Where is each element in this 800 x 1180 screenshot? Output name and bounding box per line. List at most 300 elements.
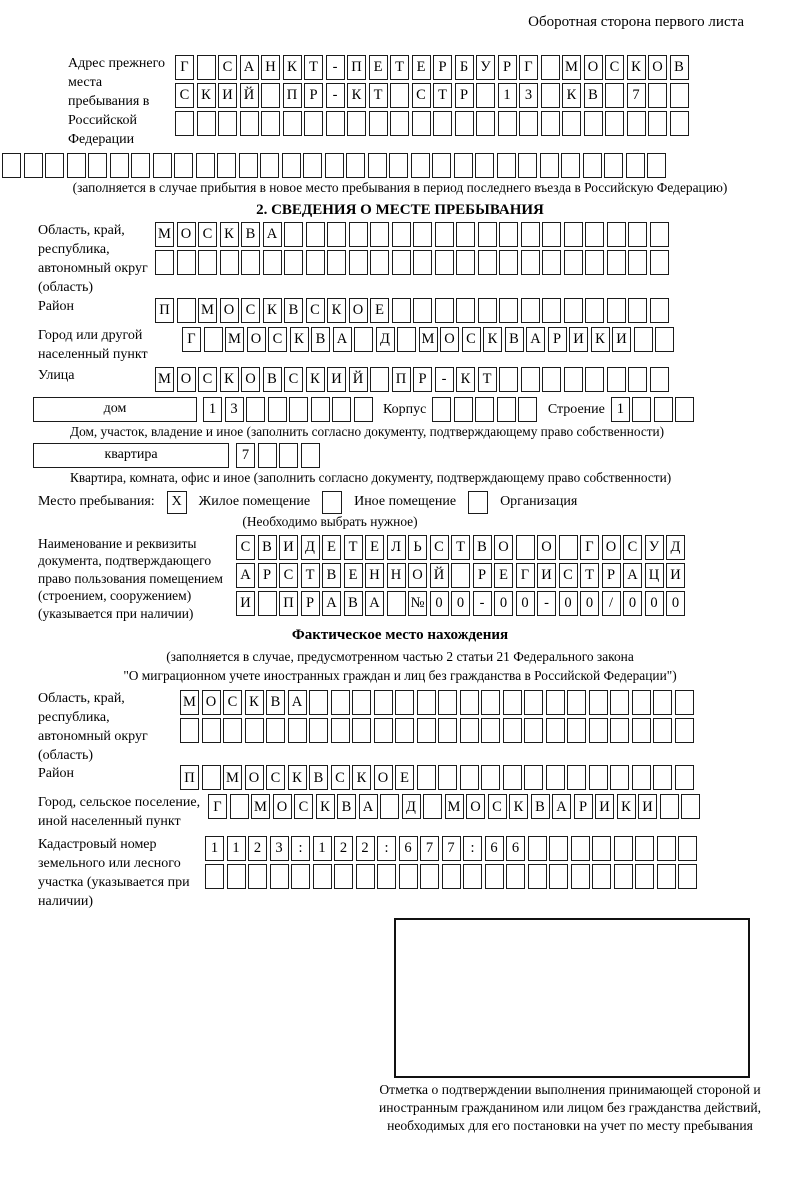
street-grid[interactable] (155, 367, 671, 392)
char-cell[interactable]: Ц (645, 563, 664, 588)
char-cell[interactable] (571, 836, 590, 861)
char-cell[interactable] (648, 83, 667, 108)
char-cell[interactable] (521, 250, 540, 275)
char-cell[interactable] (627, 111, 646, 136)
char-cell[interactable] (327, 250, 346, 275)
char-cell[interactable]: 2 (248, 836, 267, 861)
char-cell[interactable] (675, 690, 694, 715)
char-cell[interactable] (521, 367, 540, 392)
char-cell[interactable] (485, 864, 504, 889)
char-cell[interactable]: О (494, 535, 513, 560)
char-cell[interactable] (67, 153, 86, 178)
char-cell[interactable] (227, 864, 246, 889)
char-cell[interactable] (585, 250, 604, 275)
char-cell[interactable] (197, 111, 216, 136)
char-cell[interactable] (356, 864, 375, 889)
char-cell[interactable] (438, 765, 457, 790)
char-cell[interactable]: Е (395, 765, 414, 790)
char-cell[interactable]: А (240, 55, 259, 80)
char-cell[interactable]: 1 (313, 836, 332, 861)
char-cell[interactable]: К (306, 367, 325, 392)
char-cell[interactable]: В (258, 535, 277, 560)
char-cell[interactable] (610, 765, 629, 790)
char-cell[interactable]: 2 (334, 836, 353, 861)
char-cell[interactable]: С (198, 367, 217, 392)
char-cell[interactable]: С (412, 83, 431, 108)
char-cell[interactable]: П (155, 298, 174, 323)
char-cell[interactable] (540, 153, 559, 178)
char-cell[interactable] (542, 367, 561, 392)
char-cell[interactable] (246, 397, 265, 422)
char-cell[interactable] (239, 153, 258, 178)
char-cell[interactable]: Е (365, 535, 384, 560)
char-cell[interactable]: - (473, 591, 492, 616)
apartment-number-grid[interactable] (236, 443, 322, 468)
char-cell[interactable]: : (463, 836, 482, 861)
char-cell[interactable]: О (202, 690, 221, 715)
char-cell[interactable] (45, 153, 64, 178)
char-cell[interactable]: А (333, 327, 352, 352)
char-cell[interactable]: В (241, 222, 260, 247)
char-cell[interactable] (392, 250, 411, 275)
char-cell[interactable]: С (198, 222, 217, 247)
char-cell[interactable]: О (584, 55, 603, 80)
char-cell[interactable]: У (476, 55, 495, 80)
korpus-grid[interactable] (432, 397, 540, 422)
char-cell[interactable] (261, 111, 280, 136)
char-cell[interactable]: С (236, 535, 255, 560)
house-type-box[interactable]: дом (33, 397, 197, 422)
char-cell[interactable]: А (552, 794, 571, 819)
char-cell[interactable]: Й (240, 83, 259, 108)
char-cell[interactable] (433, 111, 452, 136)
char-cell[interactable] (282, 153, 301, 178)
char-cell[interactable]: К (509, 794, 528, 819)
house-number-grid[interactable] (203, 397, 375, 422)
char-cell[interactable] (592, 836, 611, 861)
char-cell[interactable] (301, 443, 320, 468)
char-cell[interactable]: 0 (623, 591, 642, 616)
char-cell[interactable]: Е (494, 563, 513, 588)
char-cell[interactable] (463, 864, 482, 889)
char-cell[interactable]: О (247, 327, 266, 352)
char-cell[interactable] (202, 765, 221, 790)
char-cell[interactable]: С (241, 298, 260, 323)
char-cell[interactable] (650, 250, 669, 275)
char-cell[interactable] (413, 298, 432, 323)
char-cell[interactable] (306, 250, 325, 275)
char-cell[interactable]: А (623, 563, 642, 588)
char-cell[interactable] (653, 765, 672, 790)
char-cell[interactable]: Р (455, 83, 474, 108)
char-cell[interactable]: К (483, 327, 502, 352)
char-cell[interactable] (283, 111, 302, 136)
char-cell[interactable] (413, 250, 432, 275)
char-cell[interactable]: О (245, 765, 264, 790)
char-cell[interactable]: К (245, 690, 264, 715)
stroenie-grid[interactable] (611, 397, 697, 422)
char-cell[interactable]: М (180, 690, 199, 715)
char-cell[interactable] (549, 836, 568, 861)
char-cell[interactable]: А (526, 327, 545, 352)
char-cell[interactable] (390, 83, 409, 108)
char-cell[interactable] (541, 111, 560, 136)
char-cell[interactable] (614, 864, 633, 889)
char-cell[interactable] (332, 397, 351, 422)
prev-address-grid-row-4[interactable] (2, 153, 800, 178)
char-cell[interactable] (291, 864, 310, 889)
char-cell[interactable] (503, 718, 522, 743)
char-cell[interactable] (499, 298, 518, 323)
char-cell[interactable]: С (605, 55, 624, 80)
char-cell[interactable] (660, 794, 679, 819)
char-cell[interactable]: 7 (236, 443, 255, 468)
char-cell[interactable]: - (326, 83, 345, 108)
char-cell[interactable] (413, 222, 432, 247)
char-cell[interactable]: К (352, 765, 371, 790)
char-cell[interactable]: И (595, 794, 614, 819)
char-cell[interactable]: С (623, 535, 642, 560)
char-cell[interactable]: С (266, 765, 285, 790)
char-cell[interactable] (196, 153, 215, 178)
char-cell[interactable] (607, 298, 626, 323)
char-cell[interactable] (311, 397, 330, 422)
char-cell[interactable]: № (408, 591, 427, 616)
char-cell[interactable]: 1 (498, 83, 517, 108)
char-cell[interactable] (481, 718, 500, 743)
char-cell[interactable]: Т (390, 55, 409, 80)
char-cell[interactable] (417, 718, 436, 743)
char-cell[interactable] (326, 111, 345, 136)
char-cell[interactable] (657, 864, 676, 889)
char-cell[interactable]: И (236, 591, 255, 616)
char-cell[interactable]: Т (580, 563, 599, 588)
char-cell[interactable] (435, 222, 454, 247)
char-cell[interactable] (110, 153, 129, 178)
char-cell[interactable]: И (666, 563, 685, 588)
char-cell[interactable] (506, 864, 525, 889)
char-cell[interactable] (607, 367, 626, 392)
char-cell[interactable]: М (155, 222, 174, 247)
char-cell[interactable] (456, 298, 475, 323)
char-cell[interactable] (460, 690, 479, 715)
char-cell[interactable]: В (263, 367, 282, 392)
char-cell[interactable]: 6 (506, 836, 525, 861)
char-cell[interactable]: М (419, 327, 438, 352)
char-cell[interactable]: М (198, 298, 217, 323)
char-cell[interactable] (475, 397, 494, 422)
region-grid-row-1[interactable] (155, 222, 671, 247)
char-cell[interactable] (204, 327, 223, 352)
char-cell[interactable]: С (175, 83, 194, 108)
char-cell[interactable]: Р (574, 794, 593, 819)
char-cell[interactable]: Д (666, 535, 685, 560)
char-cell[interactable]: И (218, 83, 237, 108)
char-cell[interactable] (258, 443, 277, 468)
char-cell[interactable]: К (283, 55, 302, 80)
char-cell[interactable] (521, 298, 540, 323)
char-cell[interactable]: К (347, 83, 366, 108)
checkbox-organization[interactable] (468, 491, 488, 514)
document-grid-row-2[interactable] (236, 563, 688, 588)
char-cell[interactable] (681, 794, 700, 819)
char-cell[interactable]: К (562, 83, 581, 108)
char-cell[interactable] (498, 111, 517, 136)
char-cell[interactable] (395, 718, 414, 743)
char-cell[interactable] (423, 794, 442, 819)
char-cell[interactable]: Т (478, 367, 497, 392)
char-cell[interactable] (198, 250, 217, 275)
char-cell[interactable] (541, 83, 560, 108)
char-cell[interactable] (648, 111, 667, 136)
char-cell[interactable] (635, 836, 654, 861)
char-cell[interactable]: 3 (270, 836, 289, 861)
char-cell[interactable]: Г (519, 55, 538, 80)
char-cell[interactable] (155, 250, 174, 275)
char-cell[interactable] (304, 111, 323, 136)
char-cell[interactable]: В (670, 55, 689, 80)
char-cell[interactable]: К (316, 794, 335, 819)
char-cell[interactable] (241, 250, 260, 275)
char-cell[interactable]: У (645, 535, 664, 560)
char-cell[interactable] (632, 718, 651, 743)
char-cell[interactable]: 1 (227, 836, 246, 861)
char-cell[interactable] (177, 298, 196, 323)
char-cell[interactable] (497, 153, 516, 178)
char-cell[interactable] (349, 250, 368, 275)
char-cell[interactable] (131, 153, 150, 178)
char-cell[interactable] (634, 327, 653, 352)
char-cell[interactable]: / (602, 591, 621, 616)
char-cell[interactable] (678, 864, 697, 889)
char-cell[interactable] (374, 718, 393, 743)
char-cell[interactable] (258, 591, 277, 616)
char-cell[interactable] (647, 153, 666, 178)
char-cell[interactable]: 1 (611, 397, 630, 422)
char-cell[interactable]: Л (387, 535, 406, 560)
char-cell[interactable]: С (462, 327, 481, 352)
char-cell[interactable] (389, 153, 408, 178)
apartment-type-box[interactable]: квартира (33, 443, 229, 468)
char-cell[interactable] (476, 83, 495, 108)
char-cell[interactable]: Г (580, 535, 599, 560)
char-cell[interactable]: 0 (516, 591, 535, 616)
char-cell[interactable]: П (347, 55, 366, 80)
char-cell[interactable] (88, 153, 107, 178)
char-cell[interactable] (542, 250, 561, 275)
char-cell[interactable] (279, 443, 298, 468)
char-cell[interactable]: К (327, 298, 346, 323)
char-cell[interactable]: И (279, 535, 298, 560)
char-cell[interactable]: Т (433, 83, 452, 108)
char-cell[interactable]: К (290, 327, 309, 352)
char-cell[interactable]: К (456, 367, 475, 392)
char-cell[interactable] (327, 222, 346, 247)
char-cell[interactable]: О (177, 367, 196, 392)
char-cell[interactable]: Е (344, 563, 363, 588)
char-cell[interactable]: Т (301, 563, 320, 588)
actual-city-grid[interactable] (208, 794, 703, 819)
cadastre-grid-row-2[interactable] (205, 864, 700, 889)
char-cell[interactable] (309, 690, 328, 715)
char-cell[interactable] (589, 718, 608, 743)
char-cell[interactable] (435, 298, 454, 323)
char-cell[interactable] (230, 794, 249, 819)
char-cell[interactable]: О (374, 765, 393, 790)
char-cell[interactable] (571, 864, 590, 889)
char-cell[interactable]: В (584, 83, 603, 108)
city-grid[interactable] (182, 327, 677, 352)
char-cell[interactable]: Т (369, 83, 388, 108)
char-cell[interactable] (524, 718, 543, 743)
char-cell[interactable] (499, 367, 518, 392)
char-cell[interactable]: В (266, 690, 285, 715)
char-cell[interactable] (175, 111, 194, 136)
char-cell[interactable] (567, 718, 586, 743)
char-cell[interactable] (438, 690, 457, 715)
char-cell[interactable]: 0 (494, 591, 513, 616)
char-cell[interactable] (412, 111, 431, 136)
char-cell[interactable] (528, 836, 547, 861)
char-cell[interactable] (499, 250, 518, 275)
char-cell[interactable] (380, 794, 399, 819)
char-cell[interactable] (334, 864, 353, 889)
char-cell[interactable] (499, 222, 518, 247)
char-cell[interactable]: Д (301, 535, 320, 560)
prev-address-grid-row-2[interactable] (175, 83, 691, 108)
char-cell[interactable] (392, 222, 411, 247)
district-grid[interactable] (155, 298, 671, 323)
char-cell[interactable] (370, 250, 389, 275)
char-cell[interactable] (628, 367, 647, 392)
char-cell[interactable] (288, 718, 307, 743)
char-cell[interactable]: И (638, 794, 657, 819)
char-cell[interactable]: С (268, 327, 287, 352)
char-cell[interactable]: 6 (399, 836, 418, 861)
char-cell[interactable] (309, 718, 328, 743)
char-cell[interactable] (417, 690, 436, 715)
char-cell[interactable] (460, 765, 479, 790)
char-cell[interactable]: А (236, 563, 255, 588)
char-cell[interactable]: И (537, 563, 556, 588)
char-cell[interactable]: С (306, 298, 325, 323)
char-cell[interactable] (266, 718, 285, 743)
char-cell[interactable] (245, 718, 264, 743)
char-cell[interactable] (399, 864, 418, 889)
char-cell[interactable] (516, 535, 535, 560)
char-cell[interactable] (456, 250, 475, 275)
char-cell[interactable]: С (430, 535, 449, 560)
char-cell[interactable]: Р (413, 367, 432, 392)
char-cell[interactable]: Р (498, 55, 517, 80)
char-cell[interactable] (346, 153, 365, 178)
document-grid-row-3[interactable] (236, 591, 688, 616)
char-cell[interactable]: С (279, 563, 298, 588)
char-cell[interactable] (475, 153, 494, 178)
char-cell[interactable] (438, 718, 457, 743)
char-cell[interactable] (420, 864, 439, 889)
document-grid-row-1[interactable] (236, 535, 688, 560)
char-cell[interactable] (584, 111, 603, 136)
char-cell[interactable]: Е (412, 55, 431, 80)
char-cell[interactable]: 0 (580, 591, 599, 616)
cadastre-grid-row-1[interactable] (205, 836, 700, 861)
char-cell[interactable] (442, 864, 461, 889)
char-cell[interactable]: Т (304, 55, 323, 80)
char-cell[interactable] (559, 535, 578, 560)
char-cell[interactable]: Р (304, 83, 323, 108)
char-cell[interactable] (675, 718, 694, 743)
char-cell[interactable]: О (602, 535, 621, 560)
char-cell[interactable] (650, 367, 669, 392)
char-cell[interactable] (589, 690, 608, 715)
char-cell[interactable] (605, 83, 624, 108)
char-cell[interactable]: М (225, 327, 244, 352)
char-cell[interactable] (411, 153, 430, 178)
char-cell[interactable]: Г (516, 563, 535, 588)
char-cell[interactable] (397, 327, 416, 352)
char-cell[interactable] (518, 397, 537, 422)
char-cell[interactable] (478, 222, 497, 247)
char-cell[interactable] (564, 367, 583, 392)
char-cell[interactable] (628, 222, 647, 247)
char-cell[interactable]: В (473, 535, 492, 560)
char-cell[interactable]: Н (261, 55, 280, 80)
char-cell[interactable]: 0 (451, 591, 470, 616)
char-cell[interactable] (628, 250, 647, 275)
char-cell[interactable] (650, 298, 669, 323)
char-cell[interactable] (678, 836, 697, 861)
char-cell[interactable]: И (612, 327, 631, 352)
char-cell[interactable]: 0 (430, 591, 449, 616)
char-cell[interactable]: К (627, 55, 646, 80)
char-cell[interactable] (220, 250, 239, 275)
char-cell[interactable]: 0 (666, 591, 685, 616)
char-cell[interactable]: В (322, 563, 341, 588)
char-cell[interactable]: Р (473, 563, 492, 588)
char-cell[interactable] (456, 222, 475, 247)
char-cell[interactable]: И (327, 367, 346, 392)
char-cell[interactable]: А (322, 591, 341, 616)
char-cell[interactable]: К (288, 765, 307, 790)
char-cell[interactable] (564, 250, 583, 275)
char-cell[interactable]: 1 (205, 836, 224, 861)
char-cell[interactable] (390, 111, 409, 136)
char-cell[interactable]: В (531, 794, 550, 819)
char-cell[interactable]: Д (402, 794, 421, 819)
char-cell[interactable] (542, 298, 561, 323)
char-cell[interactable] (395, 690, 414, 715)
char-cell[interactable]: Н (365, 563, 384, 588)
char-cell[interactable]: Т (344, 535, 363, 560)
char-cell[interactable]: Й (430, 563, 449, 588)
char-cell[interactable]: 3 (225, 397, 244, 422)
checkbox-other-premises[interactable] (322, 491, 342, 514)
char-cell[interactable]: В (311, 327, 330, 352)
char-cell[interactable] (392, 298, 411, 323)
char-cell[interactable] (476, 111, 495, 136)
char-cell[interactable] (153, 153, 172, 178)
char-cell[interactable] (653, 690, 672, 715)
char-cell[interactable] (561, 153, 580, 178)
char-cell[interactable]: 7 (442, 836, 461, 861)
char-cell[interactable]: Г (208, 794, 227, 819)
char-cell[interactable]: 1 (203, 397, 222, 422)
char-cell[interactable]: М (445, 794, 464, 819)
char-cell[interactable]: С (294, 794, 313, 819)
char-cell[interactable]: 0 (559, 591, 578, 616)
char-cell[interactable]: О (648, 55, 667, 80)
